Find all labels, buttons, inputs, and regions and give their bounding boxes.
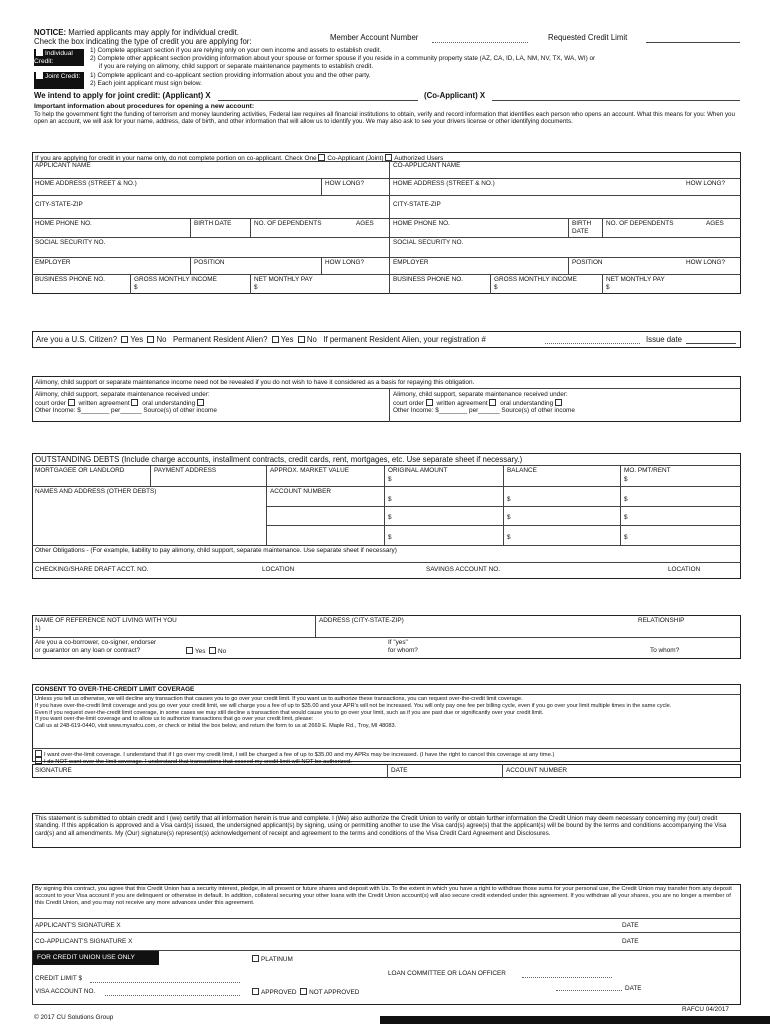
citizen-no-label: No: [156, 335, 167, 344]
applicant-name-label: APPLICANT NAME: [35, 162, 91, 169]
overlimit-paragraph-3: Even if you request over-the-credit limit coverage, in some cases we may still decline a transaction that would cause you to go over your limit, such as if you are past due or significantly over your credit limit.: [35, 709, 544, 716]
coapplicant-joint-label: Co-Applicant (Joint): [327, 155, 384, 162]
loan-officer-field[interactable]: [522, 977, 612, 978]
cosigner-question-2: or guarantor on any loan or contract?: [35, 647, 141, 654]
copyright: © 2017 CU Solutions Group: [34, 1014, 114, 1021]
resident-yes-checkbox[interactable]: [272, 336, 279, 343]
statement-text: This statement is submitted to obtain credit and I (we) certify that all information herein is true and complete. I (We) also authorize the Credit Union to verify or obtain further information the Credit Union may deem necessary concerning my (our) credit standing. If this application is approved and a Visa card(s) issued, the undersigned applicant(s) by signing, using or permitting another to use the Visa card(s) agree(s) that the applicant(s) will be bound by the terms and conditions accompanying the Visa card(s) and all amendments. My (Our) signature(s) represent(s) acknowledgement of receipt and agreement to the terms and conditions of the Visa Credit Card Agreement and Disclosures.: [35, 815, 727, 837]
joint-intent-applicant-signature[interactable]: [218, 100, 418, 101]
coapplicant-birthdate-label: BIRTH DATE: [572, 220, 592, 235]
applicant-net-pay-dollar: $: [254, 284, 258, 291]
applicant-signature-x: X: [116, 922, 121, 929]
debt-dollar: $: [388, 534, 392, 541]
reference-relationship-label: RELATIONSHIP: [638, 617, 685, 624]
debt-dollar: $: [388, 476, 392, 483]
other-obligations-label: Other Obligations - (For example, liability to pay alimony, child support, separate maintenance. Use separate sheet if necessary): [35, 547, 397, 554]
credit-limit-label: CREDIT LIMIT $: [35, 975, 82, 982]
coapplicant-joint-checkbox[interactable]: [318, 154, 325, 161]
row-line: [32, 388, 741, 389]
individual-instruction-1: 1) Complete applicant section if you are relying only on your own income and assets to establish credit.: [90, 47, 382, 54]
row-line: [32, 274, 741, 275]
coapplicant-signature-label: CO-APPLICANT'S SIGNATURE: [35, 938, 127, 945]
coapplicant-court-order-label: court order: [393, 400, 424, 407]
reference-name-label: NAME OF REFERENCE NOT LIVING WITH YOU: [35, 617, 177, 624]
balance-column: BALANCE: [507, 467, 537, 474]
citizen-question: Are you a U.S. Citizen?: [36, 335, 118, 344]
applicant-birthdate-label: BIRTH DATE: [194, 220, 232, 227]
visa-account-field[interactable]: [105, 995, 240, 996]
coapplicant-written-agreement-checkbox[interactable]: [489, 399, 496, 406]
cosigner-no-label: No: [218, 648, 227, 655]
platinum-checkbox[interactable]: [252, 955, 259, 962]
applicant-business-phone-label: BUSINESS PHONE NO.: [35, 276, 105, 283]
applicant-net-pay-label: NET MONTHLY PAY: [254, 276, 313, 283]
to-whom-label: To whom?: [650, 647, 680, 654]
individual-instruction-2b: if you are relying on alimony, child support or separate maintenance payments to establish credit.: [99, 63, 374, 70]
coapplicant-name-label: CO-APPLICANT NAME: [393, 162, 461, 169]
cell-line: [490, 274, 491, 294]
applicant-court-order-label: court order: [35, 400, 66, 407]
cell-line: [266, 465, 267, 486]
overlimit-text: [35, 696, 738, 730]
applicant-other-income-label: Other Income: $: [35, 407, 81, 414]
row-line: [32, 637, 741, 638]
member-account-label: Member Account Number: [330, 33, 419, 42]
applicant-ssn-label: SOCIAL SECURITY NO.: [35, 239, 106, 246]
notice-line: [34, 28, 239, 37]
visa-account-label: VISA ACCOUNT NO.: [35, 988, 96, 995]
debt-dollar: $: [507, 534, 511, 541]
overlimit-opt-in-label: I want over-the-limit coverage. I understand that if I go over my credit limit, I will be charged a fee of up to $35.00 and my APRs may be increased. (I have the right to cancel this coverage at any time.): [44, 752, 555, 758]
citizen-yes-label: Yes: [130, 335, 144, 344]
joint-intent-coapplicant: (Co-Applicant) X: [424, 91, 486, 100]
other-debts-column: NAMES AND ADDRESS (OTHER DEBTS): [35, 488, 157, 495]
savings-location-label: LOCATION: [668, 566, 701, 573]
cell-line: [190, 218, 191, 237]
resident-question: Permanent Resident Alien?: [172, 335, 268, 344]
cosigner-no-checkbox[interactable]: [209, 647, 216, 654]
applicant-city-label: CITY-STATE-ZIP: [35, 201, 83, 208]
applicant-employer-label: EMPLOYER: [35, 259, 71, 266]
row-line: [32, 465, 741, 466]
coapplicant-address-howlong-label: HOW LONG?: [686, 180, 726, 187]
authorized-users-checkbox[interactable]: [385, 154, 392, 161]
requested-limit-label: Requested Credit Limit: [548, 33, 628, 42]
row-line: [32, 748, 741, 749]
citizen-no-checkbox[interactable]: [147, 336, 154, 343]
registration-label: If permanent Resident Alien, your registration #: [323, 335, 486, 344]
applicant-position-label: POSITION: [194, 259, 225, 266]
applicant-address-label: HOME ADDRESS (STREET & NO.): [35, 180, 137, 187]
individual-credit-label: Individual Credit:: [34, 50, 73, 65]
cell-line: [321, 257, 322, 274]
debt-dollar: $: [624, 476, 628, 483]
checking-location-label: LOCATION: [262, 566, 295, 573]
overlimit-heading: CONSENT TO OVER-THE-CREDIT LIMIT COVERAGE: [35, 686, 195, 693]
coapplicant-gross-income-dollar: $: [494, 284, 498, 291]
debt-dollar: $: [388, 514, 392, 521]
reference-address-label: ADDRESS (CITY-STATE-ZIP): [319, 617, 404, 624]
coapplicant-dependents-label: NO. OF DEPENDENTS: [606, 220, 674, 227]
row-line: [32, 545, 741, 546]
applicant-signature-label: APPLICANT'S SIGNATURE: [35, 922, 115, 929]
credit-type-instruction: Check the box indicating the type of credit you are applying for:: [34, 37, 252, 46]
applicant-address-howlong-label: HOW LONG?: [325, 180, 365, 187]
resident-no-label: No: [306, 335, 317, 344]
payment-address-column: PAYMENT ADDRESS: [154, 467, 217, 474]
joint-credit-label: Joint Credit:: [45, 73, 81, 80]
issue-date-field[interactable]: [686, 343, 736, 344]
joint-instruction-1: 1) Complete applicant and co-applicant section providing information about you and the other party.: [90, 72, 371, 79]
coapplicant-ages-label: AGES: [706, 220, 724, 227]
for-whom-label: for whom?: [388, 647, 418, 654]
debt-dollar: $: [388, 496, 392, 503]
coapplicant-employer-label: EMPLOYER: [393, 259, 429, 266]
approved-checkbox[interactable]: [252, 988, 259, 995]
applicant-phone-label: HOME PHONE NO.: [35, 220, 92, 227]
overlimit-opt-in-checkbox[interactable]: [35, 750, 42, 757]
loan-officer-label: LOAN COMMITTEE OR LOAN OFFICER: [388, 970, 506, 977]
mortgagee-column: MORTGAGEE OR LANDLORD: [35, 467, 125, 474]
credit-union-use-banner: FOR CREDIT UNION USE ONLY: [33, 951, 159, 965]
cell-line: [620, 465, 621, 545]
coapplicant-gross-income-label: GROSS MONTHLY INCOME: [494, 276, 577, 283]
approval-date-field[interactable]: [556, 990, 622, 991]
cell-line: [315, 615, 316, 637]
cell-line: [387, 764, 388, 778]
cell-line: [190, 257, 191, 274]
overlimit-paragraph-5: Call us at 248-619-0440, visit www.mysafcu.com, or check or initial the box below, and return the form to us at 2669 E. Maple Rd., Troy, MI 48083.: [35, 723, 397, 730]
form-code: RAFCU 04/2017: [682, 1006, 729, 1013]
individual-checkbox[interactable]: [36, 49, 43, 56]
coapplicant-oral-understanding-label: oral understanding: [500, 400, 554, 407]
notice-label: NOTICE:: [34, 28, 67, 37]
coapplicant-address-label: HOME ADDRESS (STREET & NO.): [393, 180, 495, 187]
debt-dollar: $: [624, 534, 628, 541]
coapplicant-written-agreement-label: written agreement: [436, 400, 488, 407]
citizenship-row: [36, 335, 486, 344]
citizen-yes-checkbox[interactable]: [121, 336, 128, 343]
market-value-column: APPROX. MARKET VALUE: [270, 467, 349, 474]
row-line: [32, 932, 741, 933]
original-amount-column: ORIGINAL AMOUNT: [388, 467, 448, 474]
coapplicant-court-order-checkbox[interactable]: [426, 399, 433, 406]
cosigner-yes-checkbox[interactable]: [186, 647, 193, 654]
applicant-written-agreement-label: written agreement: [78, 400, 130, 407]
cell-line: [568, 257, 569, 274]
applicant-oral-understanding-label: oral understanding: [142, 400, 196, 407]
platinum-option: [252, 955, 293, 964]
individual-instruction-2: 2) Complete other applicant section providing information about your spouse or former spouse if you reside in a community property state (AZ, CA, ID, LA, NM, NV, TX, WA, WI) or: [90, 55, 596, 62]
coapplicant-net-pay-dollar: $: [606, 284, 610, 291]
coapplicant-signature-row[interactable]: [35, 938, 132, 946]
applicant-oral-understanding-checkbox[interactable]: [197, 399, 204, 406]
cell-line: [602, 218, 603, 237]
credit-limit-field[interactable]: [90, 982, 240, 983]
approval-options: [252, 988, 359, 997]
if-yes-label: If "yes": [388, 639, 408, 646]
cosigner-options: [186, 647, 226, 656]
overlimit-signature-label[interactable]: SIGNATURE: [35, 767, 72, 774]
applicant-other-income: Other Income: $________ per______ Source(s) of other income: [35, 407, 217, 414]
section-divider: [389, 388, 390, 422]
coapplicant-employer-howlong-label: HOW LONG?: [686, 259, 726, 266]
coapplicant-alimony-label: Alimony, child support, separate maintenance received under:: [393, 391, 568, 398]
individual-credit-box[interactable]: [34, 49, 84, 66]
resident-no-checkbox[interactable]: [298, 336, 305, 343]
applicant-gross-income-dollar: $: [134, 284, 138, 291]
monthly-payment-column: MO. PMT/RENT: [624, 467, 671, 474]
resident-yes-label: Yes: [280, 335, 294, 344]
applicant-written-agreement-checkbox[interactable]: [131, 399, 138, 406]
row-line: [266, 506, 741, 507]
patriot-act-text: To help the government fight the funding of terrorism and money laundering activities, Federal law requires all financial institutions to obtain, verify and record information that identifies each person who opens an account. What this means for you: When you open an account, we will ask for your name, address, date of birth, and other information that will allow us to identify you. We may also ask to see your drivers license or other identifying documents.: [34, 111, 735, 126]
debts-heading: OUTSTANDING DEBTS (Include charge accounts, installment contracts, credit cards, rent, mortgages, etc. Use separate sheet if necessary.): [35, 455, 523, 464]
cell-line: [568, 218, 569, 237]
registration-field[interactable]: [545, 343, 640, 344]
debt-dollar: $: [507, 496, 511, 503]
cell-line: [250, 274, 251, 294]
coapplicant-per-label: per: [469, 407, 479, 414]
row-line: [32, 218, 741, 219]
coapplicant-position-label: POSITION: [572, 259, 603, 266]
security-interest-text: By signing this contract, you agree that this Credit Union has a security interest, pledge, in all present or future shares and deposit with Us. To the extent in which you have a right to withdraw those sums for your personal use, the Credit Union may transfer from any deposit account to your Visa account if you are delinquent or otherwise in default. In addition, collateral securing your other loans with the Credit Union account(s) will also secure credit extended under this agreement. If you withdraw all your shares, you are no longer a member of this Credit Union, and you may not receive any more advances under this agreement.: [35, 886, 732, 906]
coapplicant-business-phone-label: BUSINESS PHONE NO.: [393, 276, 463, 283]
applicant-intro-text: If you are applying for credit in your name only, do not complete portion on co-applicant. Check One: [35, 155, 317, 162]
row-line: [32, 195, 741, 196]
coapplicant-income-source-label: Source(s) of other income: [501, 407, 575, 414]
reference-number: 1): [35, 625, 41, 632]
coapplicant-net-pay-label: NET MONTHLY PAY: [606, 276, 665, 283]
applicant-signature-row[interactable]: [35, 922, 121, 930]
applicant-income-source-label: Source(s) of other income: [143, 407, 217, 414]
platinum-label: PLATINUM: [261, 956, 293, 963]
cell-line: [502, 764, 503, 778]
footer-bar: [380, 1016, 770, 1024]
applicant-ages-label: AGES: [356, 220, 374, 227]
coapplicant-oral-understanding-checkbox[interactable]: [555, 399, 562, 406]
row-line: [32, 161, 741, 162]
row-line: [32, 562, 741, 563]
cell-line: [503, 465, 504, 545]
cell-line: [321, 178, 322, 195]
coapplicant-signature-date[interactable]: DATE: [622, 938, 639, 945]
not-approved-checkbox[interactable]: [300, 988, 307, 995]
approval-date-label: DATE: [625, 985, 642, 992]
member-account-field[interactable]: [432, 42, 528, 43]
coapplicant-other-income: Other Income: $________ per______ Source(s) of other income: [393, 407, 575, 414]
coapplicant-ssn-label: SOCIAL SECURITY NO.: [393, 239, 464, 246]
debt-dollar: $: [507, 514, 511, 521]
applicant-dependents-label: NO. OF DEPENDENTS: [254, 220, 322, 227]
coapplicant-signature-x: X: [128, 938, 133, 945]
row-line: [32, 694, 741, 695]
cell-line: [150, 465, 151, 486]
not-approved-label: NOT APPROVED: [309, 989, 360, 996]
overlimit-opt-out-checkbox[interactable]: [35, 757, 42, 764]
joint-intent-applicant: We intend to apply for joint credit: (Applicant) X: [34, 91, 211, 100]
cell-line: [384, 465, 385, 545]
coapplicant-phone-label: HOME PHONE NO.: [393, 220, 450, 227]
account-number-column: ACCOUNT NUMBER: [270, 488, 331, 495]
authorized-users-label: Authorized Users: [394, 155, 444, 162]
row-line: [32, 486, 741, 487]
cosigner-yes-label: Yes: [195, 648, 206, 655]
joint-checkbox[interactable]: [36, 72, 43, 79]
checking-account-label: CHECKING/SHARE DRAFT ACCT. NO.: [35, 566, 149, 573]
savings-account-label: SAVINGS ACCOUNT NO.: [426, 566, 500, 573]
alimony-notice: Alimony, child support or separate maintenance income need not be revealed if you do not wish to have it considered as a basis for repaying this obligation.: [35, 379, 475, 386]
applicant-court-order-checkbox[interactable]: [68, 399, 75, 406]
overlimit-opt-out-label: I do NOT want over-the-limit coverage. I understand that transactions that exceed my credit limit will NOT be authorized.: [44, 759, 352, 765]
applicant-per-label: per: [111, 407, 121, 414]
row-line: [32, 257, 741, 258]
row-line: [32, 178, 741, 179]
coapplicant-city-label: CITY-STATE-ZIP: [393, 201, 441, 208]
overlimit-paragraph-4: If you want over-the-limit coverage and to allow us to authorize transactions that go over your credit limit, please:: [35, 716, 314, 723]
overlimit-date-label[interactable]: DATE: [391, 767, 408, 774]
cell-line: [250, 218, 251, 237]
cosigner-question: Are you a co-borrower, co-signer, endorser: [35, 639, 157, 646]
issue-date-label: Issue date: [646, 335, 682, 344]
coapplicant-other-income-label: Other Income: $: [393, 407, 439, 414]
applicant-employer-howlong-label: HOW LONG?: [325, 259, 365, 266]
joint-instruction-2: 2) Each joint applicant must sign below.: [90, 80, 202, 87]
overlimit-paragraph-1: Unless you tell us otherwise, we will decline any transaction that causes you to go over your credit limit. If you want us to authorize these transactions, you can request over-the-credit limit coverage.: [35, 696, 523, 702]
cell-line: [266, 486, 267, 545]
cell-line: [130, 274, 131, 294]
joint-intent-coapplicant-signature[interactable]: [492, 100, 740, 101]
patriot-act-heading: Important information about procedures for opening a new account:: [34, 103, 255, 110]
row-line: [266, 525, 741, 526]
debt-dollar: $: [624, 514, 628, 521]
applicant-alimony-label: Alimony, child support, separate maintenance received under:: [35, 391, 210, 398]
notice-text: Married applicants may apply for individual credit.: [68, 28, 239, 37]
row-line: [32, 237, 741, 238]
joint-credit-box[interactable]: [34, 72, 84, 89]
approved-label: APPROVED: [261, 989, 297, 996]
requested-limit-field[interactable]: [646, 42, 740, 43]
overlimit-account-label[interactable]: ACCOUNT NUMBER: [506, 767, 567, 774]
overlimit-paragraph-2: If you have over-the-credit limit coverage and you go over your credit limit, we will charge you a fee of up to $35.00 and your APR's will not be increased. You will only pay one fee per billing cycle, even if you go over your limit multiple times in the same cycle.: [35, 702, 672, 709]
debt-dollar: $: [624, 496, 628, 503]
applicant-signature-date[interactable]: DATE: [622, 922, 639, 929]
applicant-gross-income-label: GROSS MONTHLY INCOME: [134, 276, 217, 283]
cell-line: [602, 274, 603, 294]
row-line: [32, 918, 741, 919]
